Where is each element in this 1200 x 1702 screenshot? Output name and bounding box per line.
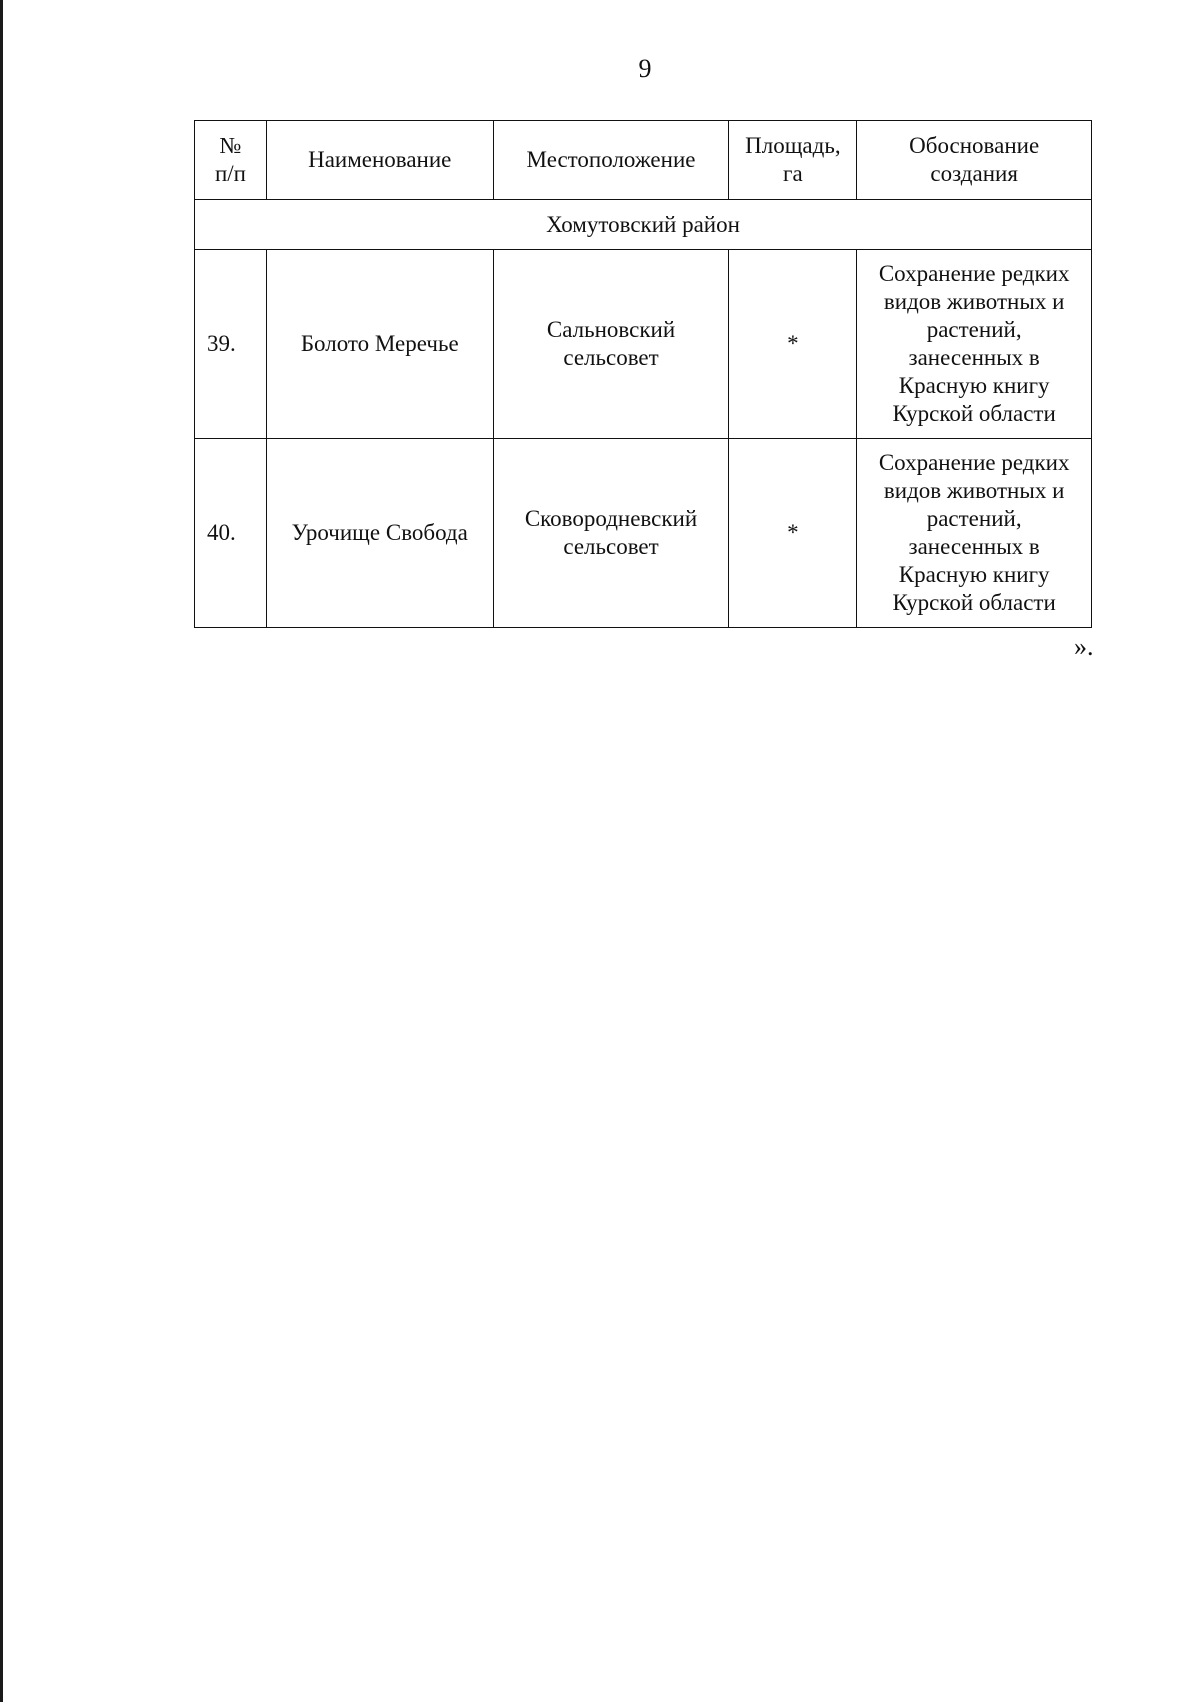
protected-areas-table bbox=[194, 120, 1092, 628]
row-reason: Сохранение редких видов животных и растений, занесенных в Красную книгу Курской области bbox=[857, 439, 1092, 628]
row-name: Урочище Свобода bbox=[266, 439, 493, 628]
header-area: Площадь, га bbox=[729, 121, 857, 200]
district-row bbox=[195, 200, 1092, 250]
district-name: Хомутовский район bbox=[195, 200, 1092, 250]
row-area: * bbox=[729, 250, 857, 439]
row-number: 39. bbox=[195, 250, 267, 439]
row-number: 40. bbox=[195, 439, 267, 628]
row-area: * bbox=[729, 439, 857, 628]
table-row bbox=[195, 250, 1092, 439]
header-location: Местоположение bbox=[493, 121, 729, 200]
header-name: Наименование bbox=[266, 121, 493, 200]
row-location: Сальновский сельсовет bbox=[493, 250, 729, 439]
header-reason: Обоснование создания bbox=[857, 121, 1092, 200]
page-number: 9 bbox=[638, 54, 652, 83]
row-reason: Сохранение редких видов животных и растений, занесенных в Красную книгу Курской области bbox=[857, 250, 1092, 439]
row-location: Сковородневский сельсовет bbox=[493, 439, 729, 628]
header-number: № п/п bbox=[195, 121, 267, 200]
page-left-edge bbox=[0, 0, 3, 1702]
table-header-row bbox=[195, 121, 1092, 200]
table-row bbox=[195, 439, 1092, 628]
row-name: Болото Меречье bbox=[266, 250, 493, 439]
closing-quote-mark: ». bbox=[1074, 632, 1094, 661]
